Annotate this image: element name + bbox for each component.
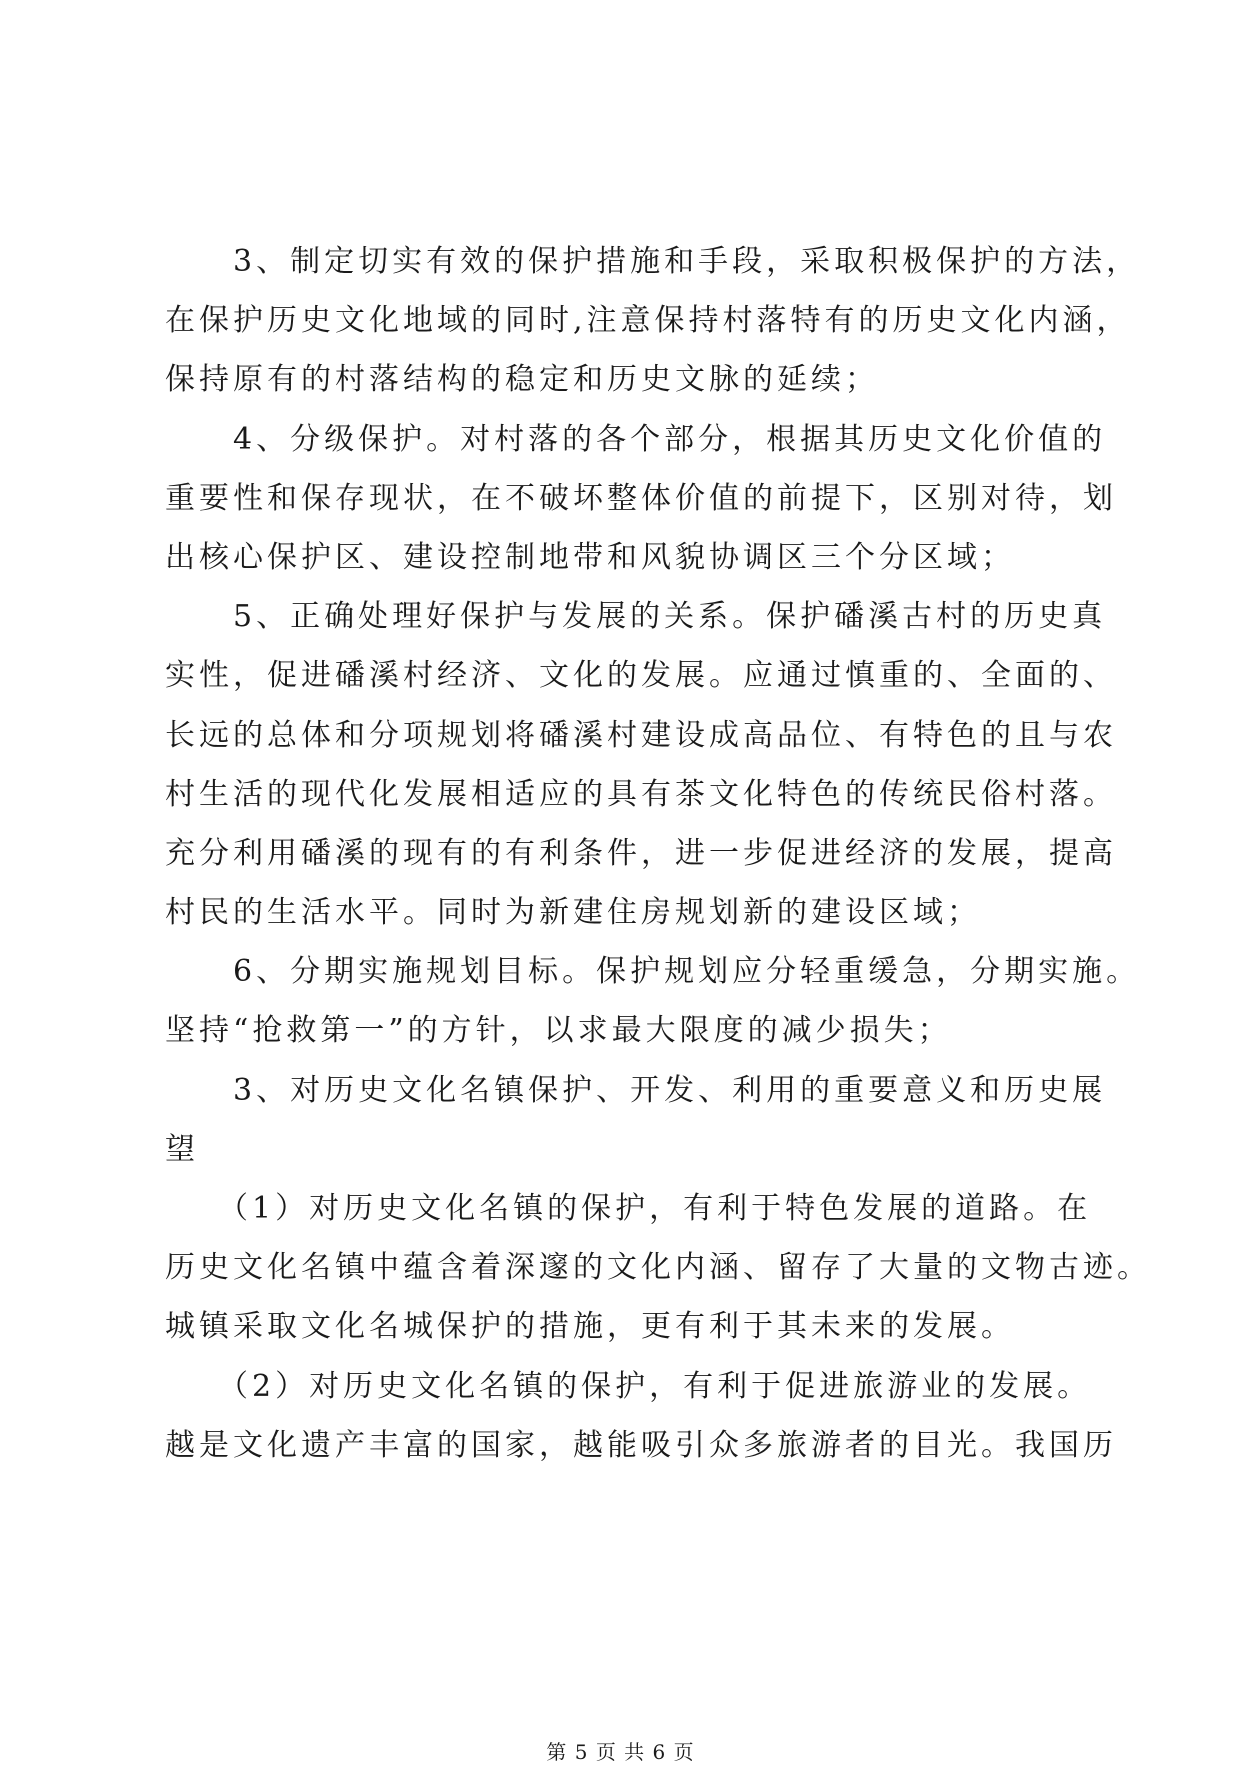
text-line: 重要性和保存现状，在不破坏整体价值的前提下，区别对待，划 [165, 480, 1117, 516]
text-line: 3、制定切实有效的保护措施和手段，采取积极保护的方法， [165, 244, 1141, 279]
text-line: （2）对历史文化名镇的保护，有利于促进旅游业的发展。 [165, 1368, 1092, 1404]
text-line: 4、分级保护。对村落的各个部分，根据其历史文化价值的 [165, 421, 1107, 457]
text-line: 村生活的现代化发展相适应的具有茶文化特色的传统民俗村落。 [165, 776, 1117, 812]
text-line: 村民的生活水平。同时为新建住房规划新的建设区域； [165, 895, 981, 931]
text-line: 出核心保护区、建设控制地带和风貌协调区三个分区域； [165, 539, 1015, 575]
text-line: 充分利用磻溪的现有的有利条件，进一步促进经济的发展，提高 [165, 835, 1117, 871]
text-line: 在保护历史文化地域的同时,注意保持村落特有的历史文化内涵， [165, 303, 1131, 339]
text-line: 5、正确处理好保护与发展的关系。保护磻溪古村的历史真 [165, 599, 1107, 635]
text-line: 长远的总体和分项规划将磻溪村建设成高品位、有特色的且与农 [165, 717, 1117, 753]
text-line: 越是文化遗产丰富的国家，越能吸引众多旅游者的目光。我国历 [165, 1427, 1117, 1463]
text-line: 实性，促进磻溪村经济、文化的发展。应通过慎重的、全面的、 [165, 658, 1117, 694]
text-line: 保持原有的村落结构的稳定和历史文脉的延续； [165, 362, 879, 398]
text-line: （1）对历史文化名镇的保护，有利于特色发展的道路。在 [165, 1191, 1092, 1226]
text-line: 历史文化名镇中蕴含着深邃的文化内涵、留存了大量的文物古迹。 [165, 1250, 1151, 1286]
text-line: 城镇采取文化名城保护的措施，更有利于其未来的发展。 [165, 1309, 1015, 1345]
text-line: 坚持“抢救第一”的方针，以求最大限度的减少损失； [165, 1013, 952, 1049]
text-line: 3、对历史文化名镇保护、开发、利用的重要意义和历史展 [165, 1072, 1107, 1108]
page-number-footer: 第 5 页 共 6 页 [546, 1740, 695, 1764]
text-line: 6、分期实施规划目标。保护规划应分轻重缓急，分期实施。 [165, 954, 1141, 990]
body-text [165, 232, 1151, 1475]
text-line: 望 [165, 1131, 199, 1167]
